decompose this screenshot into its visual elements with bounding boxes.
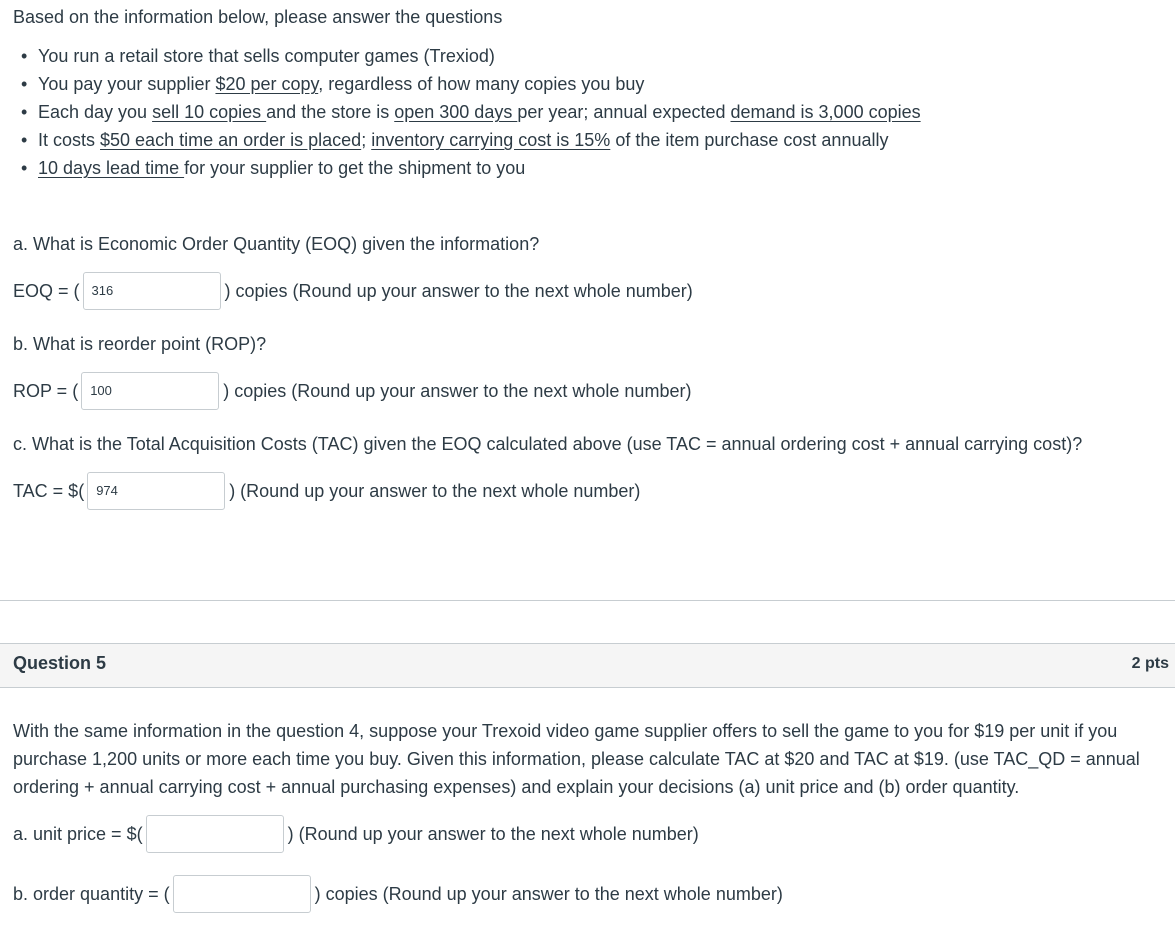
rop-input[interactable]: 100 [81,372,219,410]
question-title: Question 5 [13,653,107,673]
info-list [0,44,921,184]
question-points: 2 pts [1131,655,1169,672]
list-item: • 10 days lead time for your supplier to get the shipment to you [21,158,526,178]
underlined-text: open 300 days [394,102,518,122]
list-item: • You run a retail store that sells computer games (Trexiod) [21,46,495,66]
underlined-text: inventory carrying cost is 15% [371,130,611,150]
question-b-text: b. What is reorder point (ROP)? [13,334,267,354]
tac-row: TAC = $( 974 ) (Round up your answer to the next whole number) [13,472,640,510]
question-header [0,643,1175,688]
unit-price-row: a. unit price = $( ) (Round up your answer to the next whole number) [13,815,699,853]
question-c-text: c. What is the Total Acquisition Costs (TAC) given the EOQ calculated above (use TAC = annual ordering cost + annual carrying cost)? [13,434,1083,454]
underlined-text: 10 days lead time [38,158,185,178]
bullet-dot: • [21,46,28,66]
order-quantity-input[interactable] [173,875,311,913]
question-paragraph: With the same information in the question 4, suppose your Trexoid video game supplier offers to sell the game to you for $19 per unit if you purchase 1,200 units or more each time you buy. Given this information, please calculate TAC at $20 and TAC at $19. (use TAC_QD = annual ordering + annual carrying cost + annual purchasing expenses) and explain your decisions (a) unit price and (b) order quantity. [13,721,1140,797]
bullet-dot: • [21,102,28,122]
list-item: • Each day you sell 10 copies and the store is open 300 days per year; annual expected demand is 3,000 copies [21,102,921,122]
question-a-text: a. What is Economic Order Quantity (EOQ) given the information? [13,234,540,254]
tac-input[interactable]: 974 [87,472,225,510]
rop-row: ROP = ( 100 ) copies (Round up your answer to the next whole number) [13,372,691,410]
bullet-dot: • [21,158,28,178]
underlined-text: sell 10 copies [152,102,267,122]
underlined-text: demand is 3,000 copies [730,102,921,122]
unit-price-input[interactable] [146,815,284,853]
intro-text: Based on the information below, please answer the questions [13,7,503,27]
underlined-text: $20 per copy [215,74,319,94]
list-item: • You pay your supplier $20 per copy, regardless of how many copies you buy [21,74,645,94]
eoq-row: EOQ = ( 316 ) copies (Round up your answer to the next whole number) [13,272,693,310]
question-divider [0,600,1175,601]
underlined-text: $50 each time an order is placed [100,130,362,150]
order-quantity-row: b. order quantity = ( ) copies (Round up your answer to the next whole number) [13,875,783,913]
bullet-dot: • [21,74,28,94]
list-item: • It costs $50 each time an order is placed; inventory carrying cost is 15% of the item purchase cost annually [21,130,889,150]
eoq-input[interactable]: 316 [83,272,221,310]
bullet-dot: • [21,130,28,150]
